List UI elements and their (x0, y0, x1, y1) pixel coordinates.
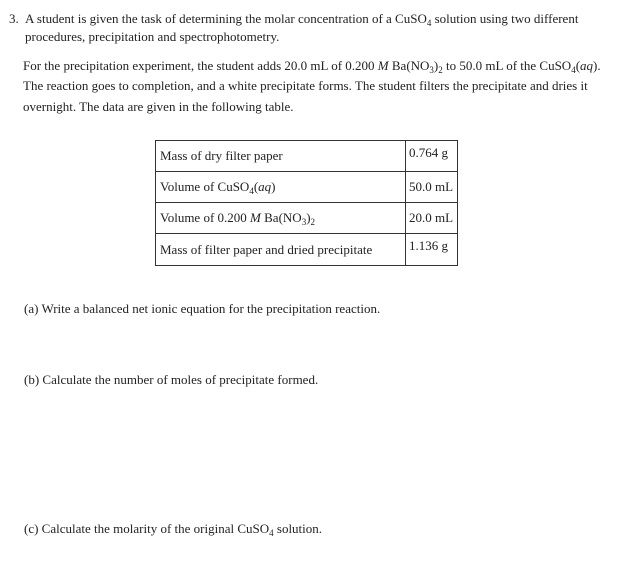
text-part: to 50.0 mL of the CuSO (442, 58, 572, 73)
molarity-symbol: M (250, 210, 261, 225)
label-part: ) (306, 210, 311, 225)
question-intro-line2: procedures, precipitation and spectrophotometry. (25, 29, 280, 44)
row-label (156, 203, 406, 234)
subscript: 2 (438, 65, 443, 75)
row-label: Mass of dry filter paper (156, 141, 406, 172)
paragraph-line2: The reaction goes to completion, and a white precipitate forms. The student filters the precipitate and dries it (23, 78, 588, 93)
text-part: Ba(NO (388, 58, 430, 73)
table-row (156, 234, 458, 266)
subscript: 4 (426, 18, 432, 28)
subscript: 2 (310, 217, 316, 227)
question-number: 3. (9, 11, 19, 26)
subscript: 4 (571, 65, 576, 75)
aqueous-label: aq (580, 58, 594, 73)
label-part: ) (271, 179, 276, 194)
intro-text-part: solution using two different (431, 11, 579, 26)
label-part: Ba(NO (260, 210, 302, 225)
text-part: For the precipitation experiment, the student adds 20.0 mL of 0.200 (23, 58, 378, 73)
table-row (156, 203, 458, 234)
row-value: 0.764 g (406, 141, 458, 172)
data-table (155, 140, 458, 266)
aqueous-label: aq (258, 179, 272, 194)
text-part: ). (593, 58, 601, 73)
subscript: 4 (249, 186, 254, 196)
intro-text-part: A student is given the task of determining the molar concentration of a CuSO (25, 11, 427, 26)
subscript: 4 (269, 528, 274, 538)
paragraph-line1 (23, 57, 601, 75)
subscript: 3 (301, 217, 307, 227)
part-a-prompt: (a) Write a balanced net ionic equation for the precipitation reaction. (24, 301, 381, 316)
row-value: 50.0 mL (406, 172, 458, 203)
table-row (156, 172, 458, 203)
part-c-prompt (24, 520, 322, 538)
prompt-part: (c) Calculate the molarity of the original CuSO (24, 521, 270, 536)
label-part: ( (253, 179, 259, 194)
row-label: Mass of filter paper and dried precipitate (156, 234, 406, 266)
row-label (156, 172, 406, 203)
row-value: 20.0 mL (406, 203, 458, 234)
prompt-part: solution. (273, 521, 323, 536)
row-value: 1.136 g (406, 234, 458, 266)
part-b-prompt: (b) Calculate the number of moles of precipitate formed. (24, 372, 319, 387)
paragraph-line3: overnight. The data are given in the following table. (23, 99, 294, 114)
molarity-symbol: M (377, 58, 389, 73)
subscript: 3 (429, 65, 434, 75)
text-part: ( (575, 58, 581, 73)
text-part: ) (433, 58, 439, 73)
label-part: Volume of 0.200 (160, 210, 251, 225)
table-row (156, 141, 458, 172)
question-intro-line1 (25, 10, 578, 28)
label-part: Volume of CuSO (160, 179, 250, 194)
